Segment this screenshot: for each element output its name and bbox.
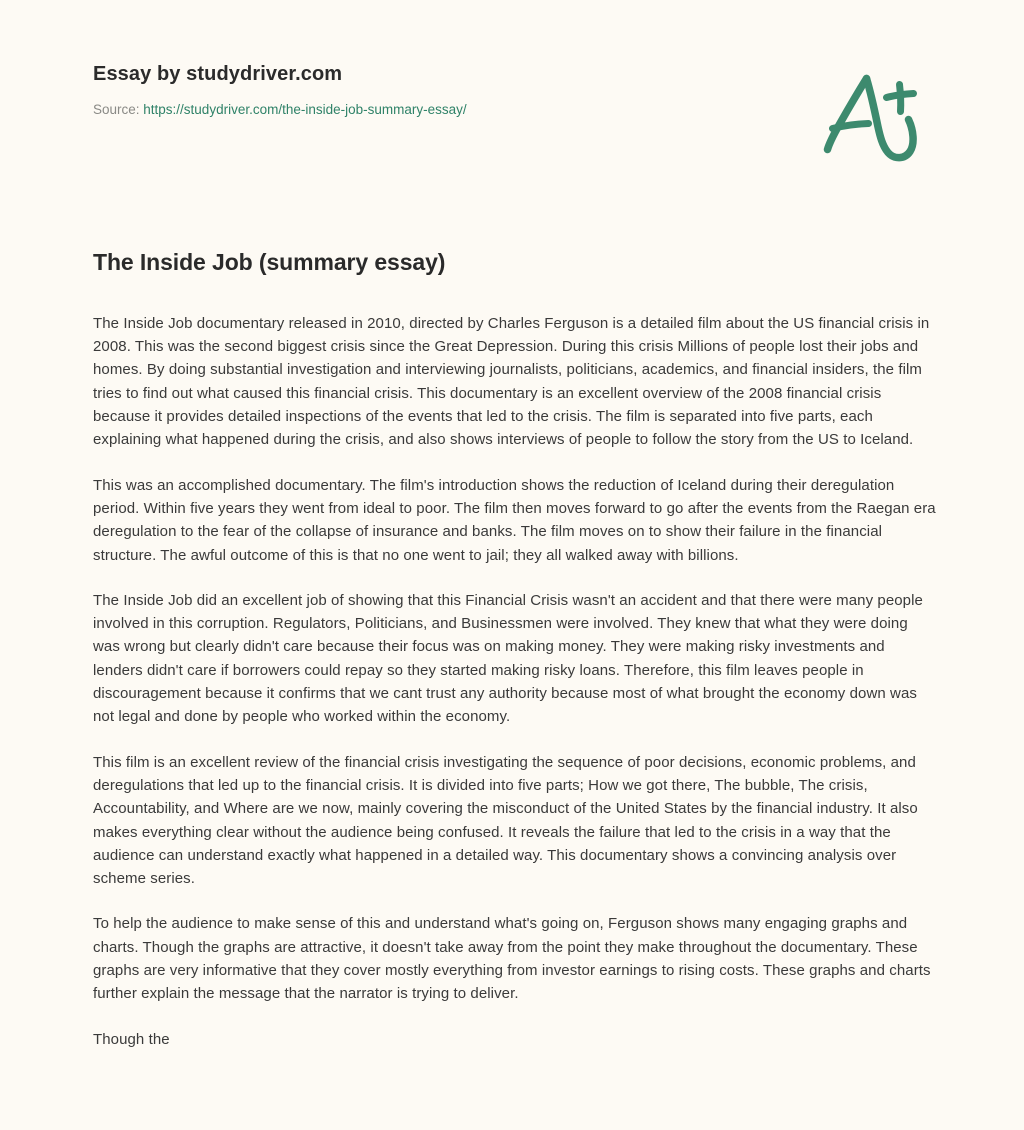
article-body [93, 248, 938, 1051]
byline: Essay by studydriver.com [93, 63, 343, 85]
source-line [93, 101, 933, 119]
paragraph: To help the audience to make sense of this and understand what's going on, Ferguson shows many engaging graphs and charts. Though the graphs are attractive, it doesn't take away from the point they make throughout the documentary. These graphs are very informative that they cover mostly everything from investor earnings to rising costs. These graphs and charts further explain the message that the narrator is trying to deliver. [93, 915, 931, 1003]
paragraph: This film is an excellent review of the financial crisis investigating the sequence of poor decisions, economic problems, and deregulations that led up to the financial crisis. It is divided into five parts; How we got there, The bubble, The crisis, Accountability, and Where are we now, mainly covering the misconduct of the United States by the financial industry. It also makes everything clear without the audience being confused. It reveals the failure that led to the crisis in a way that the audience can understand exactly what happened in a detailed way. This documentary shows a convincing analysis over scheme series. [93, 753, 918, 888]
paragraph: The Inside Job did an excellent job of showing that this Financial Crisis wasn't an accident and that there were many people involved in this corruption. Regulators, Politicians, and Businessmen were involved. They knew that what they were doing was wrong but clearly didn't care because their focus was on making money. They were making risky investments and lenders didn't care if borrowers could repay so they started making risky loans. Therefore, this film leaves people in discouragement because it confirms that we cant trust any authority because most of what brought the economy down was not legal and done by people who worked within the economy. [93, 591, 923, 726]
source-label: Source: [93, 102, 144, 117]
paragraph: Though the [93, 1030, 170, 1048]
page-header [93, 62, 933, 119]
page-title: The Inside Job (summary essay) [93, 249, 446, 275]
paragraph: The Inside Job documentary released in 2010, directed by Charles Ferguson is a detailed film about the US financial crisis in 2008. This was the second biggest crisis since the Great Depression. During this crisis Millions of people lost their jobs and homes. By doing substantial investigation and interviewing journalists, politicians, academics, and financial insiders, the film tries to find out what caused this financial crisis. This documentary is an excellent overview of the 2008 financial crisis because it provides detailed inspections of the events that led to the crisis. The film is separated into five parts, each explaining what happened during the crisis, and also shows interviews of people to follow the story from the US to Iceland. [93, 314, 930, 449]
paragraph: This was an accomplished documentary. The film's introduction shows the reduction of Iceland during their deregulation period. Within five years they went from ideal to poor. The film then moves forward to go after the events from the Raegan era deregulation to the fear of the collapse of insurance and banks. The film moves on to show their failure in the financial structure. The awful outcome of this is that no one went to jail; they all walked away with billions. [93, 476, 936, 564]
a-plus-logo [816, 72, 928, 164]
source-url-link[interactable]: https://studydriver.com/the-inside-job-summary-essay/ [143, 102, 467, 117]
